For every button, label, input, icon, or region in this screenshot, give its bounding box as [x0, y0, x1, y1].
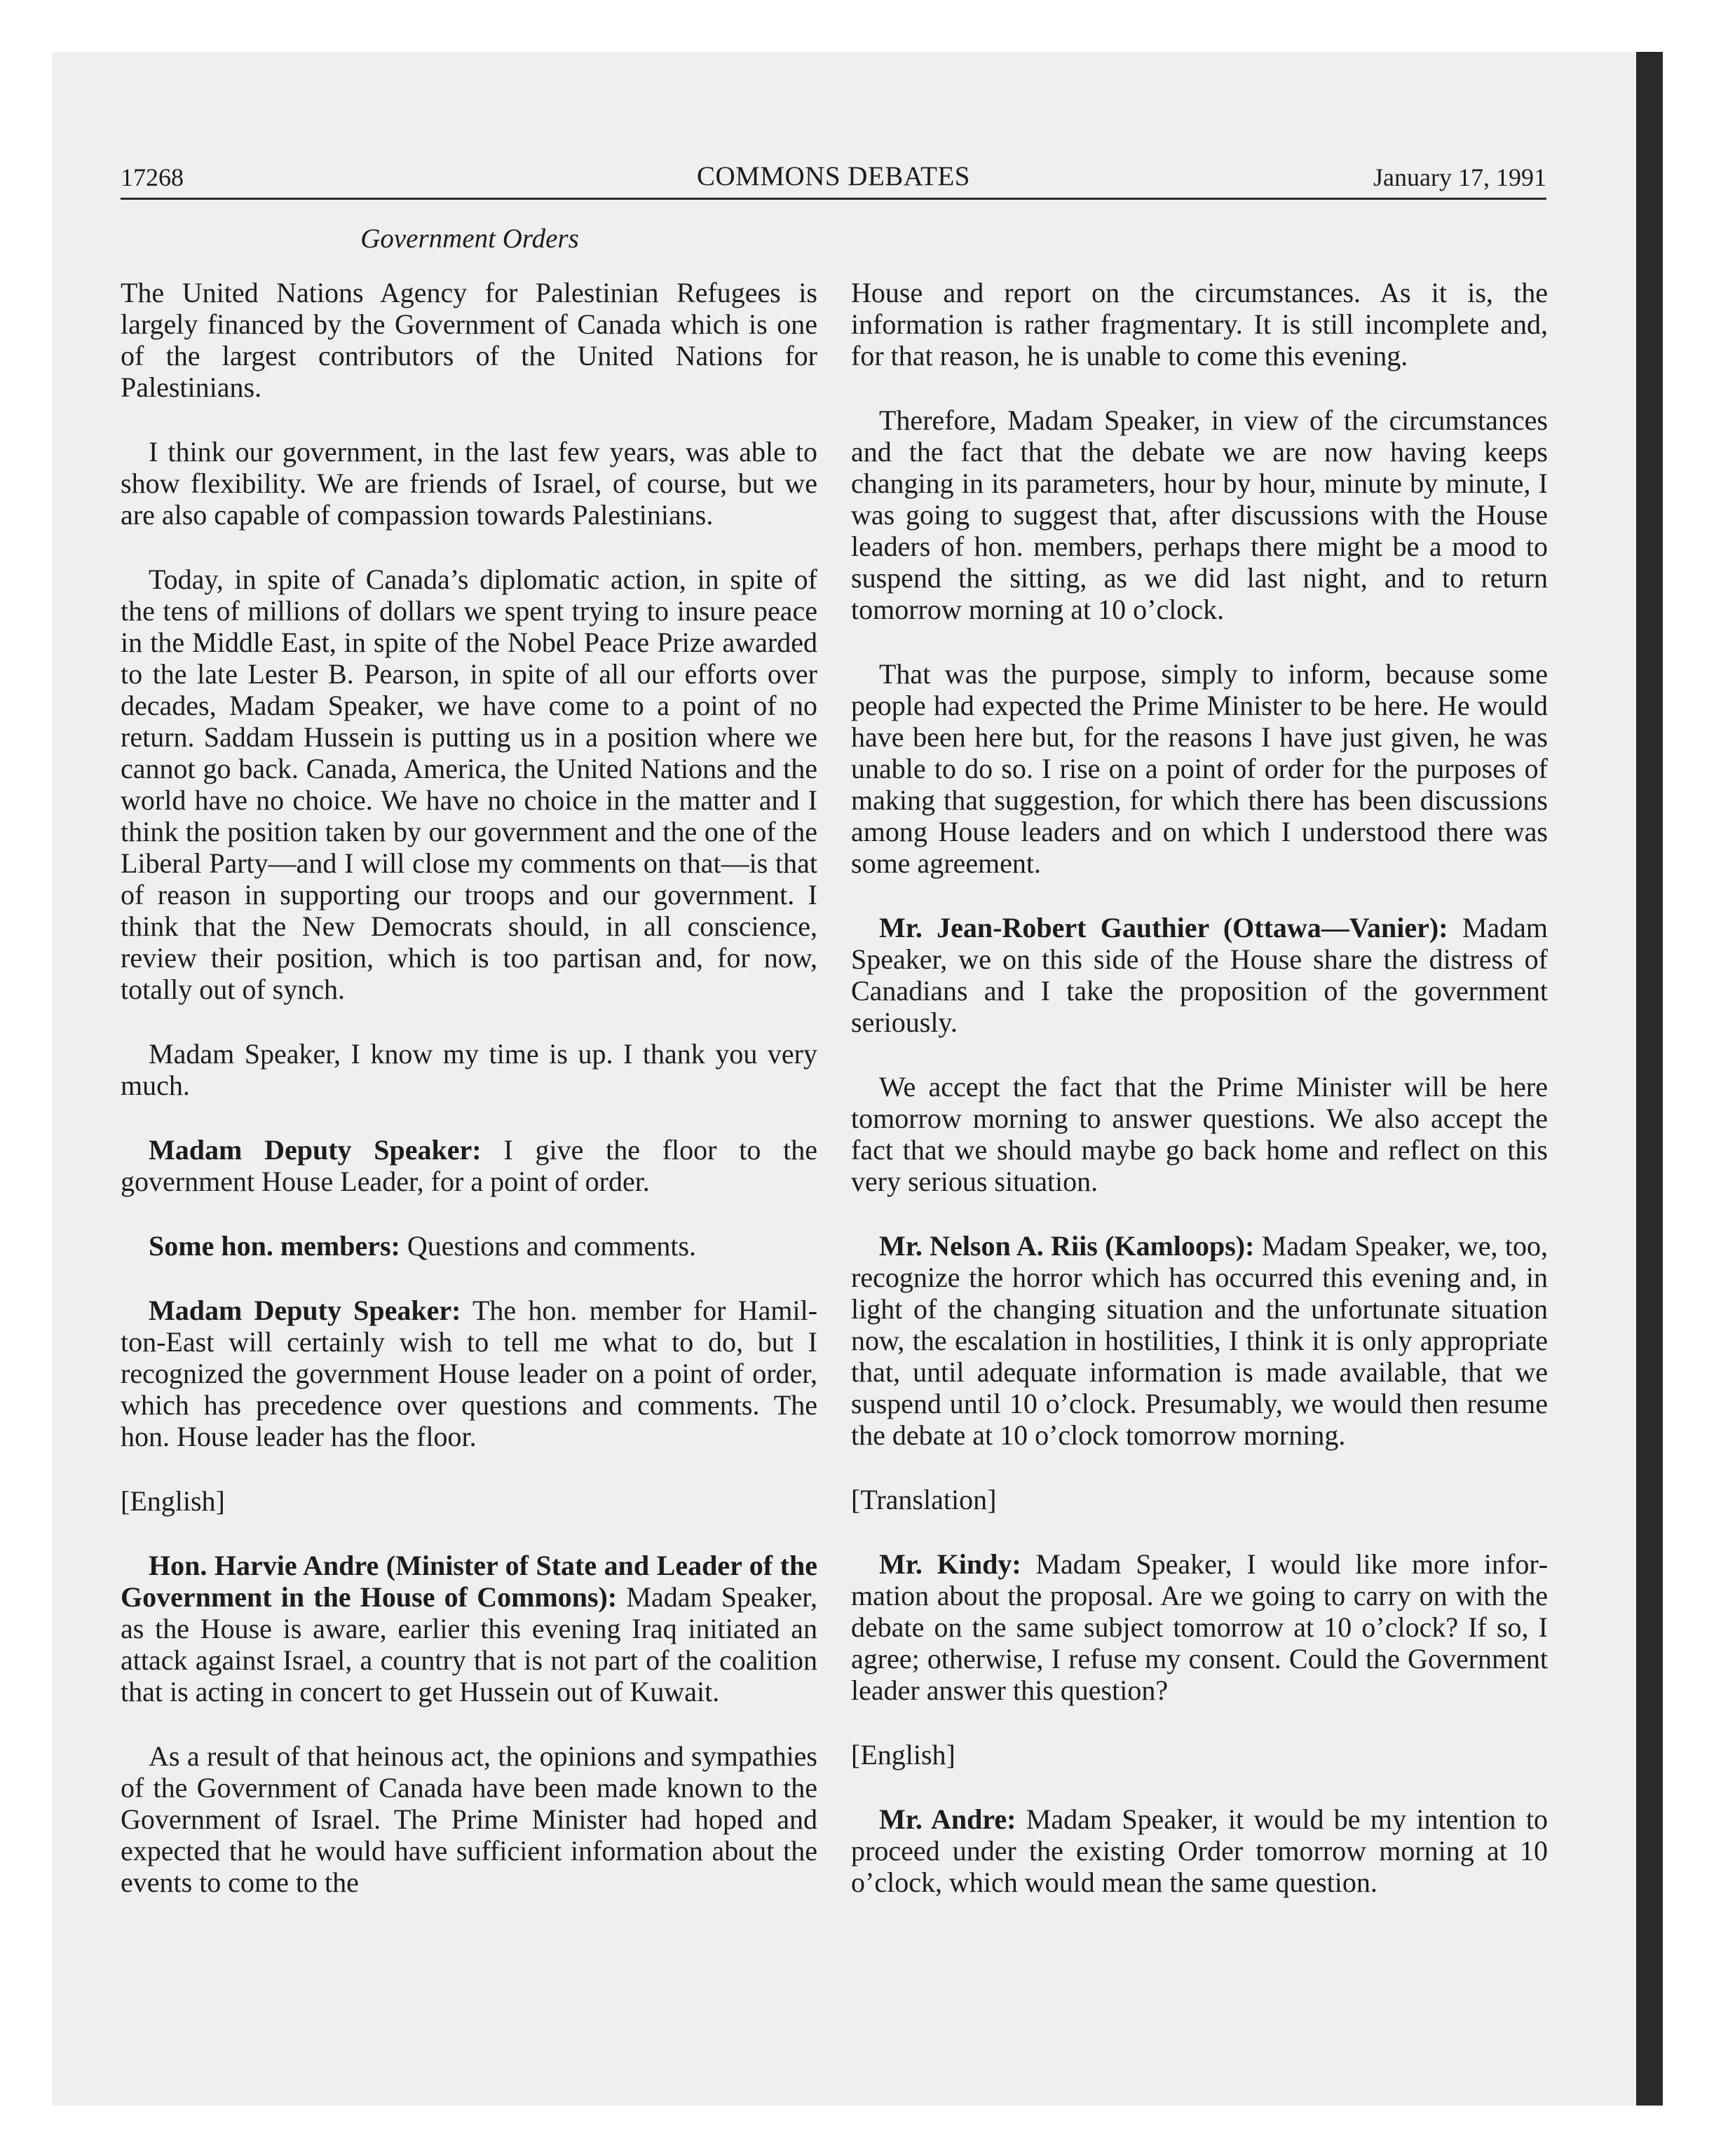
- speech-text: I give the floor to the government House Leader, for a point of order.: [121, 1134, 817, 1197]
- paragraph: I think our government, in the last few years, was able to show flexibility. We are friends of Israel, of course, but we are also capable of compassion towards Palestinians.: [121, 436, 817, 531]
- speech-paragraph: [121, 1134, 817, 1197]
- paragraph: Today, in spite of Canada’s diplomatic action, in spite of the tens of millions of dollars we spent trying to insure peace in the Middle East, in spite of the Nobel Peace Prize awarded to the late Lester B. Pearson, in spite of all our efforts over decades, Madam Speaker, we have come to a point of no return. Saddam Hussein is putting us in a position where we cannot go back. Canada, America, the United Nations and the world have no choice. We have no choice in the matter and I think the position taken by our government and the one of the Liberal Party—and I will close my comments on that—is that of reason in supporting our troops and our government. I think that the New Democrats should, in all conscience, review their position, which is too partisan and, for now, totally out of synch.: [121, 564, 817, 1005]
- speech-text: Questions and comments.: [400, 1230, 697, 1262]
- speaker-name: Mr. Andre:: [879, 1803, 1016, 1835]
- speech-text: The hon. member for Hamilton-East will certainly wish to tell me what to do, but I recognized the government House leader on a point of order, which has precedence over questions and comments. The hon. House leader has the floor.: [121, 1295, 818, 1452]
- section-title: Government Orders: [360, 224, 579, 254]
- speaker-name: Some hon. members:: [149, 1230, 400, 1262]
- speaker-name: Hon. Harvie Andre (Minister of State and Leader of the Government in the House of Commons):: [121, 1550, 817, 1613]
- left-column: [121, 277, 817, 1931]
- paragraph: The United Nations Agency for Palestinian Refugees is largely financed by the Government of Canada which is one of the largest contributors of the United Nations for Palestinians.: [121, 277, 817, 403]
- speech-paragraph: [121, 1550, 817, 1707]
- speaker-name: Mr. Kindy:: [879, 1548, 1021, 1580]
- paragraph: House and report on the circumstances. As it is, the information is rather fragmentary. It is still incomplete and, for that reason, he is unable to come this evening.: [851, 277, 1548, 371]
- speech-paragraph: [851, 1548, 1548, 1706]
- speech-paragraph: [851, 1230, 1548, 1451]
- paragraph: Therefore, Madam Speaker, in view of the circumstances and the fact that the debate we are now having keeps changing in its parameters, hour by hour, minute by minute, I was going to suggest that, after discussions with the House leaders of hon. members, perhaps there might be a mood to suspend the sitting, as we did last night, and to return tomorrow morning at 10 o’clock.: [851, 404, 1548, 625]
- speaker-name: Madam Deputy Speaker:: [149, 1134, 482, 1166]
- paragraph: As a result of that heinous act, the opinions and sympathies of the Government of Canada have been made known to the Government of Israel. The Prime Minister had hoped and expected that he would have sufficient information about the events to come to the: [121, 1740, 817, 1898]
- speech-text: Madam Speaker, as the House is aware, earlier this evening Iraq initiated an attack against Israel, a country that is not part of the coalition that is acting in concert to get Hussein out of Kuwait.: [121, 1581, 818, 1707]
- speech-text: Madam Speaker, it would be my intention to proceed under the existing Order tomorrow morning at 10 o’clock, which would mean the same question.: [851, 1803, 1548, 1898]
- speech-paragraph: [851, 912, 1548, 1038]
- language-tag: [English]: [121, 1485, 225, 1517]
- speech-paragraph: [851, 1803, 1548, 1898]
- speaker-name: Mr. Jean-Robert Gauthier (Ottawa—Vanier):: [879, 912, 1448, 943]
- paragraph: Madam Speaker, I know my time is up. I thank you very much.: [121, 1038, 817, 1101]
- speaker-name: Madam Deputy Speaker:: [149, 1295, 461, 1326]
- speech-text: Madam Speaker, I would like more information about the proposal. Are we going to carry on with the debate on the same subject tomorrow at 10 o’clock? If so, I agree; otherwise, I refuse my consent. Could the Government leader answer this question?: [851, 1548, 1549, 1706]
- publication-title: COMMONS DEBATES: [697, 161, 970, 191]
- page-header: [121, 156, 1546, 200]
- language-tag: [English]: [851, 1739, 955, 1770]
- page-number: 17268: [121, 163, 184, 191]
- speaker-name: Mr. Nelson A. Riis (Kamloops):: [879, 1230, 1255, 1262]
- speech-text: Madam Speaker, we on this side of the House share the distress of Canadians and I take the proposition of the government seriously.: [851, 912, 1548, 1038]
- publication-date: January 17, 1991: [1373, 163, 1546, 191]
- paragraph: We accept the fact that the Prime Minister will be here tomorrow morning to answer questions. We also accept the fact that we should maybe go back home and reflect on this very serious situation.: [851, 1071, 1548, 1197]
- speech-paragraph: [121, 1230, 817, 1262]
- speech-text: Madam Speaker, we, too, recognize the horror which has occurred this evening and, in light of the changing situation and the unfortunate situation now, the escalation in hostilities, I think it is only appropriate that, until adequate information is made available, that we suspend until 10 o’clock. Presumably, we would then resume the debate at 10 o’clock tomorrow morning.: [851, 1230, 1548, 1451]
- right-column: [851, 277, 1548, 1931]
- scan-edge-shadow: [1636, 52, 1663, 2106]
- language-tag: [Translation]: [851, 1484, 997, 1515]
- paragraph: That was the purpose, simply to inform, because some people had expected the Prime Minister to be here. He would have been here but, for the reasons I have just given, he was unable to do so. I rise on a point of order for the purposes of making that suggestion, for which there has been discussions among House leaders and on which I understood there was some agreement.: [851, 658, 1548, 879]
- speech-paragraph: [121, 1295, 817, 1452]
